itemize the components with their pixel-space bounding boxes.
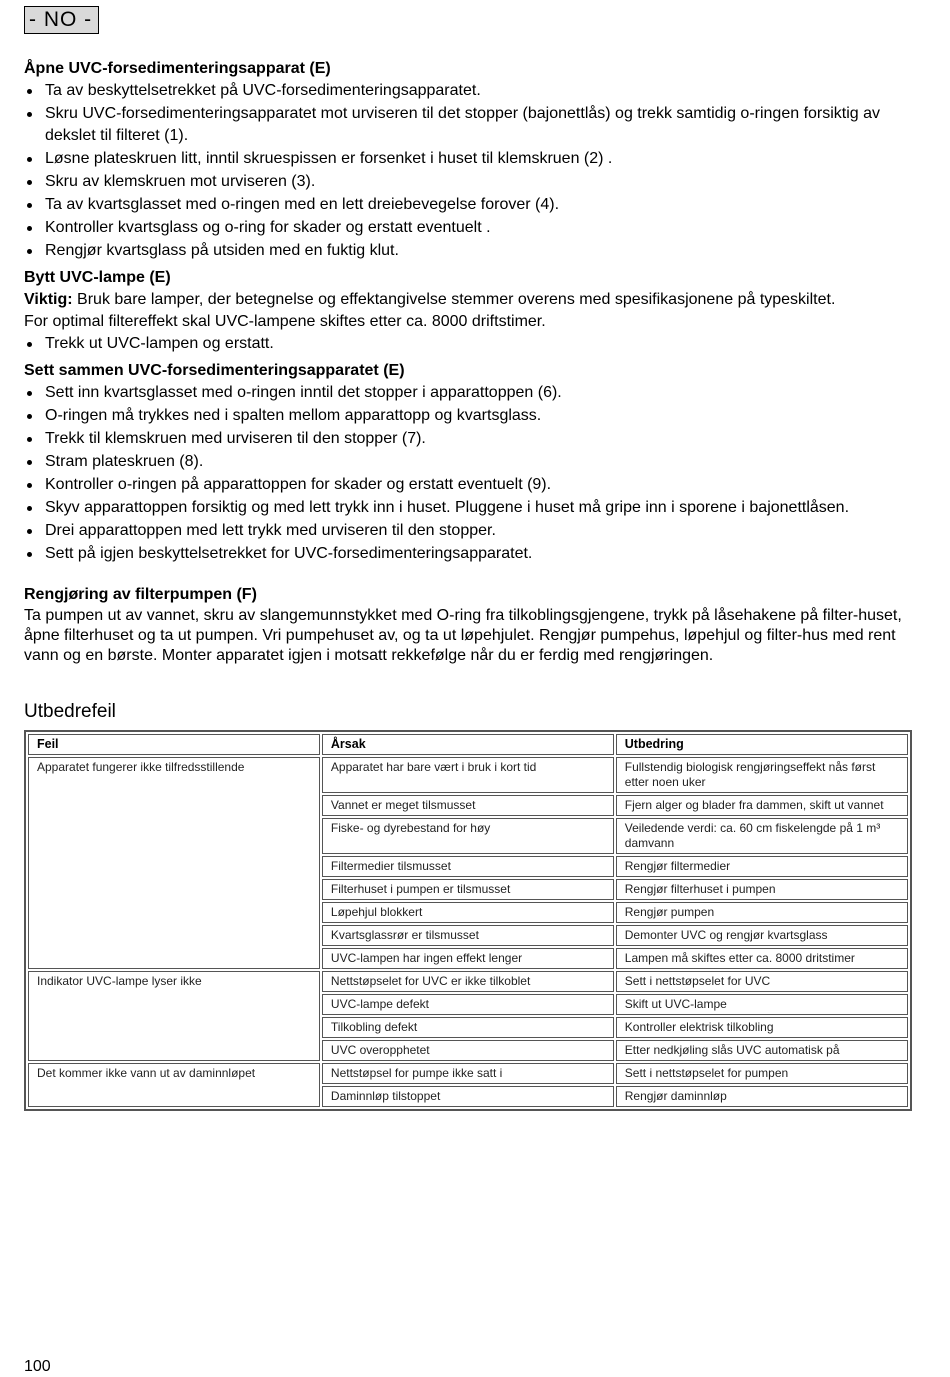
list-item: O-ringen må trykkes ned i spalten mellom apparattopp og kvartsglass. — [24, 405, 914, 427]
column-header-remedy: Utbedring — [616, 734, 908, 755]
remedy-cell: Fjern alger og blader fra dammen, skift ut vannet — [616, 795, 908, 816]
section-open-uvc — [24, 58, 914, 262]
section-clean-pump-text: Ta pumpen ut av vannet, skru av slangemunnstykket med O-ring fra tilkoblingsgjengene, trykk på låsehakene på filter-huset, åpne filterhuset og ta ut pumpen. Vri pumpehuset av, og ta ut løpehjulet. Rengjør pumpehus, løpehjul og filter-hus med rent vann og en børste. Monter apparatet igjen i motsatt rekkefølge når du er ferdig med rengjøringen. — [24, 607, 902, 664]
cause-cell: Tilkobling defekt — [322, 1017, 614, 1038]
section-clean-pump — [24, 584, 914, 666]
remedy-cell: Fullstendig biologisk rengjøringseffekt nås først etter noen uker — [616, 757, 908, 793]
cause-cell: Apparatet har bare vært i bruk i kort tid — [322, 757, 614, 793]
list-item: Drei apparattoppen med lett trykk med urviseren til den stopper. — [24, 520, 914, 542]
remedy-cell: Lampen må skiftes etter ca. 8000 dritstimer — [616, 948, 908, 969]
fault-cell: Apparatet fungerer ikke tilfredsstillende — [28, 757, 320, 969]
troubleshooting-title: Utbedrefeil — [24, 701, 116, 722]
important-note — [24, 289, 914, 311]
table-row — [28, 757, 908, 793]
manual-page — [24, 6, 914, 1111]
list-item: Trekk til klemskruen med urviseren til den stopper (7). — [24, 428, 914, 450]
section-replace-lamp-title: Bytt UVC-lampe (E) — [24, 269, 171, 286]
section-open-uvc-title: Åpne UVC-forsedimenteringsapparat (E) — [24, 60, 331, 77]
section-assemble-title: Sett sammen UVC-forsedimenteringsapparatet (E) — [24, 362, 405, 379]
section-open-uvc-list — [24, 80, 914, 262]
table-row — [28, 971, 908, 992]
cause-cell: UVC-lampen har ingen effekt lenger — [322, 948, 614, 969]
list-item: Kontroller kvartsglass og o-ring for skader og erstatt eventuelt . — [24, 217, 914, 239]
section-replace-lamp-list — [24, 333, 914, 355]
cause-cell: Løpehjul blokkert — [322, 902, 614, 923]
remedy-cell: Rengjør filtermedier — [616, 856, 908, 877]
language-badge: - NO - — [24, 6, 99, 34]
list-item: Sett på igjen beskyttelsetrekket for UVC-forsedimenteringsapparatet. — [24, 543, 914, 565]
remedy-cell: Skift ut UVC-lampe — [616, 994, 908, 1015]
page-number: 100 — [24, 1358, 51, 1375]
troubleshooting-table — [24, 730, 912, 1111]
remedy-cell: Sett i nettstøpselet for pumpen — [616, 1063, 908, 1084]
remedy-cell: Etter nedkjøling slås UVC automatisk på — [616, 1040, 908, 1061]
cause-cell: Vannet er meget tilsmusset — [322, 795, 614, 816]
column-header-cause: Årsak — [322, 734, 614, 755]
cause-cell: UVC-lampe defekt — [322, 994, 614, 1015]
list-item: Sett inn kvartsglasset med o-ringen inntil det stopper i apparattoppen (6). — [24, 382, 914, 404]
remedy-cell: Rengjør daminnløp — [616, 1086, 908, 1107]
remedy-cell: Rengjør filterhuset i pumpen — [616, 879, 908, 900]
list-item: Kontroller o-ringen på apparattoppen for skader og erstatt eventuelt (9). — [24, 474, 914, 496]
important-text: Bruk bare lamper, der betegnelse og effektangivelse stemmer overens med spesifikasjonene på typeskiltet. — [72, 291, 836, 308]
remedy-cell: Veiledende verdi: ca. 60 cm fiskelengde på 1 m³ damvann — [616, 818, 908, 854]
table-header-row — [28, 734, 908, 755]
remedy-cell: Rengjør pumpen — [616, 902, 908, 923]
cause-cell: Kvartsglassrør er tilsmusset — [322, 925, 614, 946]
list-item: Trekk ut UVC-lampen og erstatt. — [24, 333, 914, 355]
fault-cell: Indikator UVC-lampe lyser ikke — [28, 971, 320, 1061]
remedy-cell: Demonter UVC og rengjør kvartsglass — [616, 925, 908, 946]
list-item: Stram plateskruen (8). — [24, 451, 914, 473]
remedy-cell: Kontroller elektrisk tilkobling — [616, 1017, 908, 1038]
section-assemble — [24, 360, 914, 565]
list-item: Løsne plateskruen litt, inntil skruespissen er forsenket i huset til klemskruen (2) . — [24, 148, 914, 170]
list-item: Rengjør kvartsglass på utsiden med en fuktig klut. — [24, 240, 914, 262]
list-item: Skyv apparattoppen forsiktig og med lett trykk inn i huset. Pluggene i huset må gripe inn i sporene i bajonettlåsen. — [24, 497, 914, 519]
cause-cell: Fiske- og dyrebestand for høy — [322, 818, 614, 854]
cause-cell: Daminnløp tilstoppet — [322, 1086, 614, 1107]
cause-cell: Filterhuset i pumpen er tilsmusset — [322, 879, 614, 900]
cause-cell: Nettstøpselet for UVC er ikke tilkoblet — [322, 971, 614, 992]
fault-cell: Det kommer ikke vann ut av daminnløpet — [28, 1063, 320, 1107]
section-clean-pump-title: Rengjøring av filterpumpen (F) — [24, 586, 257, 603]
column-header-fault: Feil — [28, 734, 320, 755]
list-item: Skru UVC-forsedimenteringsapparatet mot urviseren til det stopper (bajonettlås) og trekk samtidig o-ringen forsiktig av dekslet til filteret (1). — [24, 103, 914, 147]
list-item: Ta av beskyttelsetrekket på UVC-forsedimenteringsapparatet. — [24, 80, 914, 102]
cause-cell: Nettstøpsel for pumpe ikke satt i — [322, 1063, 614, 1084]
cause-cell: Filtermedier tilsmusset — [322, 856, 614, 877]
list-item: Skru av klemskruen mot urviseren (3). — [24, 171, 914, 193]
section-replace-lamp — [24, 267, 914, 355]
table-row — [28, 1063, 908, 1084]
lamp-interval-note: For optimal filtereffekt skal UVC-lampene skiftes etter ca. 8000 driftstimer. — [24, 313, 546, 330]
remedy-cell: Sett i nettstøpselet for UVC — [616, 971, 908, 992]
list-item: Ta av kvartsglasset med o-ringen med en lett dreiebevegelse forover (4). — [24, 194, 914, 216]
important-label: Viktig: — [24, 291, 73, 308]
cause-cell: UVC overopphetet — [322, 1040, 614, 1061]
section-assemble-list — [24, 382, 914, 565]
